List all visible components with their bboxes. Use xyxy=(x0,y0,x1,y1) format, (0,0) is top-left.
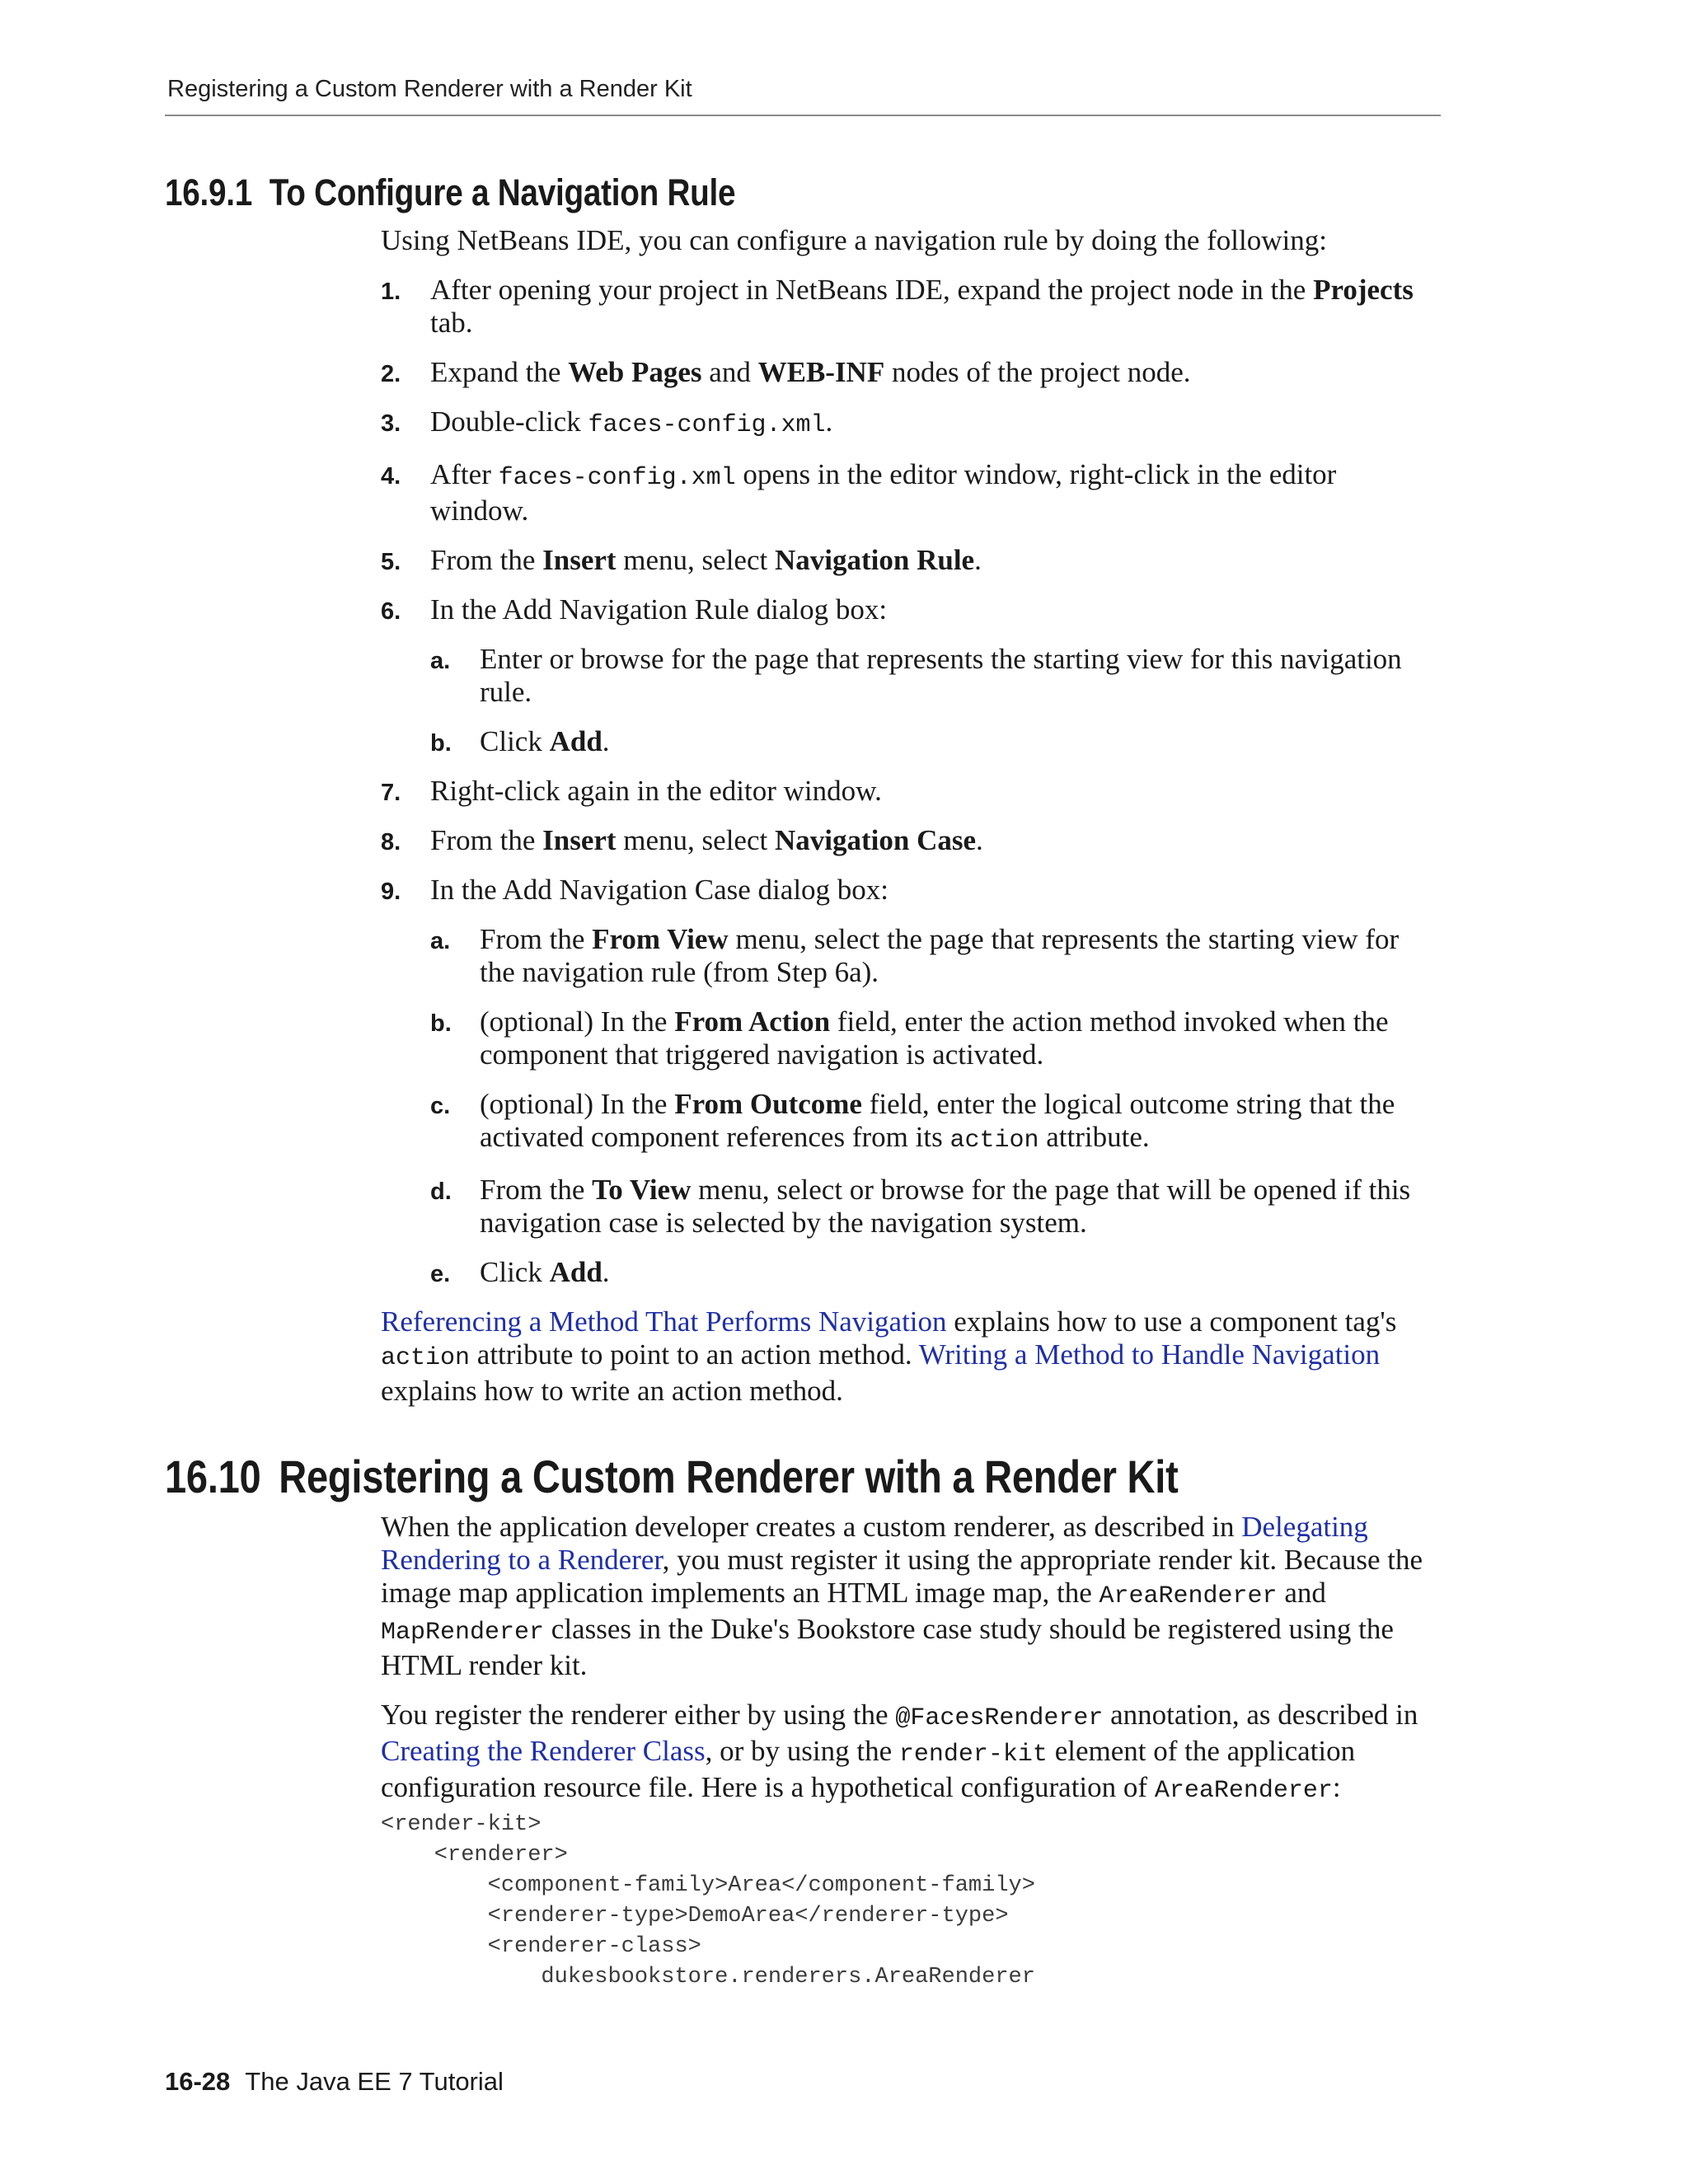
paragraph-text: annotation, as described in xyxy=(1103,1699,1418,1731)
substep-text: Click xyxy=(480,725,550,757)
section-heading-16-10 xyxy=(165,1450,1178,1503)
step-text: nodes of the project node. xyxy=(884,356,1191,388)
ui-label: WEB-INF xyxy=(757,356,885,388)
substep-marker: d. xyxy=(430,1179,452,1205)
step-text: and xyxy=(701,356,758,388)
paragraph-text: When the application developer creates a custom renderer, as described in xyxy=(381,1511,1242,1543)
step-2 xyxy=(381,356,1441,389)
step-marker: 3. xyxy=(381,410,401,437)
substep-marker: c. xyxy=(430,1093,451,1119)
step-7 xyxy=(381,775,1441,808)
paragraph-text: explains how to use a component tag's xyxy=(946,1305,1397,1338)
substep-6b xyxy=(430,725,1441,758)
code-line: <renderer-type>DemoArea</renderer-type> xyxy=(381,1904,1009,1929)
inline-code: action xyxy=(950,1127,1039,1155)
substep-text: attribute. xyxy=(1039,1121,1150,1153)
step-5 xyxy=(381,544,1441,577)
substep-marker: b. xyxy=(430,1010,452,1037)
section-title: Registering a Custom Renderer with a Render Kit xyxy=(279,1451,1179,1502)
procedure-steps xyxy=(381,274,1441,1289)
substep-9c xyxy=(430,1088,1441,1157)
step-marker: 7. xyxy=(381,780,401,806)
substep-text: field, enter the logical outcome string that the activated component references from its xyxy=(480,1088,1395,1153)
intro-paragraph: Using NetBeans IDE, you can configure a navigation rule by doing the following: xyxy=(381,224,1327,256)
substep-text: Enter or browse for the page that represents the starting view for this navigation rule. xyxy=(480,643,1402,708)
ui-label: Navigation Rule xyxy=(774,544,975,576)
link-delegating-rendering[interactable]: Delegating Rendering to a Renderer xyxy=(381,1511,1368,1576)
ui-label: From Action xyxy=(674,1005,831,1038)
paragraph-text: and xyxy=(1277,1577,1326,1609)
step-text: In the Add Navigation Case dialog box: xyxy=(430,874,889,906)
code-example xyxy=(381,1810,1035,1993)
step-text: . xyxy=(976,824,983,856)
section-16-9-1-body xyxy=(381,224,1441,1408)
step-9 xyxy=(381,874,1441,1289)
running-header: Registering a Custom Renderer with a Render Kit xyxy=(167,76,692,102)
step-marker: 1. xyxy=(381,279,401,305)
step-marker: 6. xyxy=(381,598,401,625)
substeps xyxy=(430,643,1441,758)
header-rule xyxy=(165,115,1441,116)
paragraph-text: , you must register it using the appropriate render kit. Because the image map application implements an HTML image map, the xyxy=(381,1544,1423,1609)
substep-marker: a. xyxy=(430,928,451,954)
page-footer xyxy=(165,2067,504,2097)
paragraph-text: You register the renderer either by using the xyxy=(381,1699,896,1731)
paragraph-text: element of the application configuration resource file. Here is a hypothetical configuration of xyxy=(381,1735,1356,1803)
ui-label: From Outcome xyxy=(674,1088,862,1120)
inline-code: faces-config.xml xyxy=(588,411,826,439)
step-text: Right-click again in the editor window. xyxy=(430,775,882,807)
inline-code: render-kit xyxy=(898,1741,1048,1769)
paragraph-2 xyxy=(381,1699,1441,1807)
inline-code: AreaRenderer xyxy=(1099,1582,1278,1610)
code-line: <component-family>Area</component-family> xyxy=(381,1873,1035,1898)
substeps xyxy=(430,923,1441,1289)
ui-label: Add xyxy=(549,725,603,757)
section-16-10-body xyxy=(381,1511,1441,1807)
substep-text: From the xyxy=(480,923,593,955)
section-title: To Configure a Navigation Rule xyxy=(269,171,736,213)
section-number: 16.10 xyxy=(165,1451,261,1502)
substep-9b xyxy=(430,1005,1441,1071)
paragraph-text: classes in the Duke's Bookstore case study should be registered using the HTML render kit. xyxy=(381,1613,1394,1681)
step-3 xyxy=(381,405,1441,442)
substep-marker: e. xyxy=(430,1261,451,1287)
step-marker: 8. xyxy=(381,829,401,855)
substep-text: From the xyxy=(480,1174,593,1206)
substep-text: (optional) In the xyxy=(480,1088,675,1120)
substep-text: (optional) In the xyxy=(480,1005,675,1038)
step-marker: 2. xyxy=(381,361,401,387)
closing-paragraph xyxy=(381,1305,1441,1408)
inline-code: action xyxy=(381,1344,471,1372)
step-text: opens in the editor window, right-click in the editor window. xyxy=(430,458,1337,527)
ui-label: From View xyxy=(592,923,729,955)
step-6 xyxy=(381,593,1441,758)
step-text: . xyxy=(825,405,833,438)
link-creating-renderer-class[interactable]: Creating the Renderer Class xyxy=(381,1735,706,1767)
ui-label: Navigation Case xyxy=(774,824,977,856)
substep-text: Click xyxy=(480,1256,550,1288)
substep-text: menu, select the page that represents the starting view for the navigation rule (from Step 6a). xyxy=(480,923,1400,988)
ui-label: Projects xyxy=(1313,274,1414,306)
link-referencing-method[interactable]: Referencing a Method That Performs Navigation xyxy=(381,1305,947,1338)
substep-9a xyxy=(430,923,1441,989)
step-text: In the Add Navigation Rule dialog box: xyxy=(430,593,888,626)
substep-text: menu, select or browse for the page that will be opened if this navigation case is selected by the navigation system. xyxy=(480,1174,1411,1239)
step-text: menu, select xyxy=(616,824,775,856)
paragraph-text: explains how to write an action method. xyxy=(381,1375,843,1407)
ui-label: Insert xyxy=(542,824,617,856)
inline-code: faces-config.xml xyxy=(498,464,736,492)
section-number: 16.9.1 xyxy=(165,171,253,213)
step-4 xyxy=(381,458,1441,527)
step-text: After xyxy=(430,458,499,490)
step-text: From the xyxy=(430,824,543,856)
paragraph-text: : xyxy=(1332,1771,1341,1803)
paragraph-1 xyxy=(381,1511,1441,1682)
ui-label: Insert xyxy=(542,544,617,576)
step-marker: 5. xyxy=(381,549,401,575)
substep-marker: a. xyxy=(430,648,451,674)
step-text: menu, select xyxy=(616,544,775,576)
substep-9e xyxy=(430,1256,1441,1289)
ui-label: Add xyxy=(549,1256,603,1288)
code-line: dukesbookstore.renderers.AreaRenderer xyxy=(381,1965,1035,1990)
substep-marker: b. xyxy=(430,730,452,757)
step-text: Double-click xyxy=(430,405,588,438)
substep-9d xyxy=(430,1174,1441,1240)
step-text: tab. xyxy=(430,307,473,339)
inline-code: AreaRenderer xyxy=(1154,1777,1333,1805)
step-1 xyxy=(381,274,1441,340)
code-line: <renderer-class> xyxy=(381,1934,701,1959)
ui-label: To View xyxy=(592,1174,692,1206)
page-number: 16-28 xyxy=(165,2067,231,2096)
substep-text: . xyxy=(602,1256,610,1288)
step-8 xyxy=(381,824,1441,857)
step-text: After opening your project in NetBeans IDE, expand the project node in the xyxy=(430,274,1314,306)
inline-code: @FacesRenderer xyxy=(895,1704,1104,1732)
book-title: The Java EE 7 Tutorial xyxy=(245,2067,504,2096)
paragraph-text: attribute to point to an action method. xyxy=(470,1338,919,1371)
ui-label: Web Pages xyxy=(568,356,702,388)
substep-6a xyxy=(430,643,1441,709)
substep-text: field, enter the action method invoked when the component that triggered navigation is activated. xyxy=(480,1005,1389,1071)
section-heading-16-9-1 xyxy=(165,171,735,214)
code-line: <render-kit> xyxy=(381,1812,542,1837)
link-writing-method[interactable]: Writing a Method to Handle Navigation xyxy=(918,1338,1381,1371)
step-text: From the xyxy=(430,544,543,576)
step-marker: 4. xyxy=(381,463,401,490)
step-text: Expand the xyxy=(430,356,569,388)
inline-code: MapRenderer xyxy=(381,1619,545,1647)
code-line: <renderer> xyxy=(381,1843,568,1868)
substep-text: . xyxy=(602,725,610,757)
paragraph-text: , or by using the xyxy=(705,1735,899,1767)
step-text: . xyxy=(974,544,982,576)
step-marker: 9. xyxy=(381,879,401,905)
